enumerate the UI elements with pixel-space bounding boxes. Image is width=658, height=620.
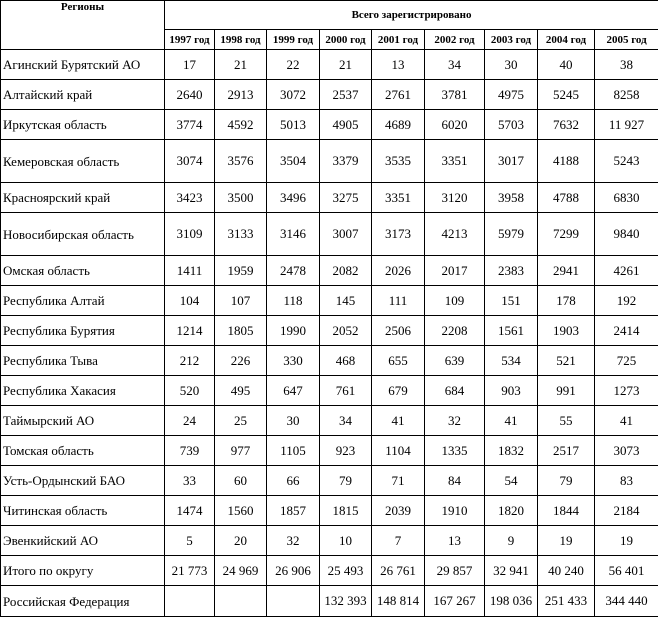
value-cell: 178 bbox=[538, 286, 595, 316]
value-cell: 5979 bbox=[485, 213, 538, 256]
table-row bbox=[1, 50, 658, 80]
value-cell: 3781 bbox=[425, 80, 485, 110]
value-cell: 30 bbox=[267, 406, 320, 436]
region-name-cell: Усть-Ордынский БАО bbox=[1, 466, 165, 496]
value-cell: 2082 bbox=[320, 256, 372, 286]
value-cell: 109 bbox=[425, 286, 485, 316]
region-name-cell: Республика Алтай bbox=[1, 286, 165, 316]
value-cell: 739 bbox=[165, 436, 215, 466]
value-cell: 903 bbox=[485, 376, 538, 406]
value-cell bbox=[215, 586, 267, 617]
table-row bbox=[1, 316, 658, 346]
value-cell: 1474 bbox=[165, 496, 215, 526]
value-cell: 3496 bbox=[267, 183, 320, 213]
value-cell: 3173 bbox=[372, 213, 425, 256]
value-cell: 41 bbox=[485, 406, 538, 436]
region-name-cell: Читинская область bbox=[1, 496, 165, 526]
year-header: 1997 год bbox=[165, 30, 215, 50]
region-name-cell: Агинский Бурятский АО bbox=[1, 50, 165, 80]
value-cell: 3958 bbox=[485, 183, 538, 213]
table-row bbox=[1, 406, 658, 436]
value-cell bbox=[165, 586, 215, 617]
value-cell: 3072 bbox=[267, 80, 320, 110]
value-cell: 38 bbox=[595, 50, 658, 80]
table-row bbox=[1, 256, 658, 286]
value-cell: 32 bbox=[267, 526, 320, 556]
value-cell: 10 bbox=[320, 526, 372, 556]
value-cell: 111 bbox=[372, 286, 425, 316]
value-cell: 34 bbox=[425, 50, 485, 80]
value-cell: 3074 bbox=[165, 140, 215, 183]
value-cell: 2184 bbox=[595, 496, 658, 526]
value-cell: 3017 bbox=[485, 140, 538, 183]
value-cell: 19 bbox=[595, 526, 658, 556]
value-cell: 330 bbox=[267, 346, 320, 376]
value-cell: 79 bbox=[320, 466, 372, 496]
table-row bbox=[1, 110, 658, 140]
year-header: 2001 год bbox=[372, 30, 425, 50]
value-cell: 32 941 bbox=[485, 556, 538, 586]
region-name-cell: Республика Бурятия bbox=[1, 316, 165, 346]
year-header: 2000 год bbox=[320, 30, 372, 50]
table-row bbox=[1, 586, 658, 617]
value-cell: 1214 bbox=[165, 316, 215, 346]
value-cell: 24 969 bbox=[215, 556, 267, 586]
value-cell: 7299 bbox=[538, 213, 595, 256]
value-cell: 639 bbox=[425, 346, 485, 376]
value-cell: 3576 bbox=[215, 140, 267, 183]
value-cell: 6020 bbox=[425, 110, 485, 140]
value-cell: 2383 bbox=[485, 256, 538, 286]
value-cell: 4592 bbox=[215, 110, 267, 140]
value-cell: 1844 bbox=[538, 496, 595, 526]
value-cell: 2506 bbox=[372, 316, 425, 346]
table-row bbox=[1, 466, 658, 496]
value-cell: 9 bbox=[485, 526, 538, 556]
value-cell: 3774 bbox=[165, 110, 215, 140]
value-cell: 3351 bbox=[372, 183, 425, 213]
value-cell: 655 bbox=[372, 346, 425, 376]
value-cell: 3500 bbox=[215, 183, 267, 213]
value-cell: 7 bbox=[372, 526, 425, 556]
value-cell: 4188 bbox=[538, 140, 595, 183]
value-cell: 520 bbox=[165, 376, 215, 406]
value-cell: 3535 bbox=[372, 140, 425, 183]
value-cell: 1805 bbox=[215, 316, 267, 346]
value-cell: 167 267 bbox=[425, 586, 485, 617]
value-cell: 4788 bbox=[538, 183, 595, 213]
value-cell: 761 bbox=[320, 376, 372, 406]
value-cell: 29 857 bbox=[425, 556, 485, 586]
value-cell: 41 bbox=[595, 406, 658, 436]
value-cell: 3351 bbox=[425, 140, 485, 183]
value-cell: 212 bbox=[165, 346, 215, 376]
value-cell: 1561 bbox=[485, 316, 538, 346]
value-cell: 21 bbox=[215, 50, 267, 80]
value-cell: 54 bbox=[485, 466, 538, 496]
value-cell: 2913 bbox=[215, 80, 267, 110]
region-name-cell: Кемеровская область bbox=[1, 140, 165, 183]
value-cell: 2414 bbox=[595, 316, 658, 346]
value-cell: 2026 bbox=[372, 256, 425, 286]
value-cell: 192 bbox=[595, 286, 658, 316]
value-cell: 9840 bbox=[595, 213, 658, 256]
value-cell: 26 761 bbox=[372, 556, 425, 586]
region-name-cell: Алтайский край bbox=[1, 80, 165, 110]
value-cell: 1820 bbox=[485, 496, 538, 526]
value-cell: 1411 bbox=[165, 256, 215, 286]
value-cell: 3423 bbox=[165, 183, 215, 213]
value-cell: 13 bbox=[372, 50, 425, 80]
value-cell: 4975 bbox=[485, 80, 538, 110]
region-name-cell: Новосибирская область bbox=[1, 213, 165, 256]
value-cell: 684 bbox=[425, 376, 485, 406]
table-row bbox=[1, 286, 658, 316]
value-cell: 251 433 bbox=[538, 586, 595, 617]
value-cell: 21 773 bbox=[165, 556, 215, 586]
total-registered-header: Всего зарегистрировано bbox=[165, 1, 658, 30]
region-name-cell: Эвенкийский АО bbox=[1, 526, 165, 556]
table-row bbox=[1, 526, 658, 556]
value-cell: 84 bbox=[425, 466, 485, 496]
value-cell: 21 bbox=[320, 50, 372, 80]
value-cell: 20 bbox=[215, 526, 267, 556]
region-name-cell: Омская область bbox=[1, 256, 165, 286]
regions-header: Регионы bbox=[1, 1, 165, 50]
value-cell: 11 927 bbox=[595, 110, 658, 140]
value-cell: 25 bbox=[215, 406, 267, 436]
value-cell: 41 bbox=[372, 406, 425, 436]
value-cell: 25 493 bbox=[320, 556, 372, 586]
value-cell: 118 bbox=[267, 286, 320, 316]
table-row bbox=[1, 80, 658, 110]
year-header: 2003 год bbox=[485, 30, 538, 50]
table-row bbox=[1, 183, 658, 213]
value-cell: 3379 bbox=[320, 140, 372, 183]
value-cell: 226 bbox=[215, 346, 267, 376]
region-name-cell: Республика Тыва bbox=[1, 346, 165, 376]
value-cell: 725 bbox=[595, 346, 658, 376]
year-header: 2004 год bbox=[538, 30, 595, 50]
value-cell: 56 401 bbox=[595, 556, 658, 586]
value-cell: 79 bbox=[538, 466, 595, 496]
value-cell: 5703 bbox=[485, 110, 538, 140]
value-cell: 3504 bbox=[267, 140, 320, 183]
region-name-cell: Итого по округу bbox=[1, 556, 165, 586]
value-cell: 5243 bbox=[595, 140, 658, 183]
value-cell: 13 bbox=[425, 526, 485, 556]
value-cell: 1273 bbox=[595, 376, 658, 406]
value-cell: 2537 bbox=[320, 80, 372, 110]
value-cell: 6830 bbox=[595, 183, 658, 213]
value-cell: 495 bbox=[215, 376, 267, 406]
value-cell: 55 bbox=[538, 406, 595, 436]
value-cell: 344 440 bbox=[595, 586, 658, 617]
value-cell: 4689 bbox=[372, 110, 425, 140]
region-name-cell: Таймырский АО bbox=[1, 406, 165, 436]
value-cell: 991 bbox=[538, 376, 595, 406]
table-row bbox=[1, 556, 658, 586]
value-cell: 4905 bbox=[320, 110, 372, 140]
value-cell: 104 bbox=[165, 286, 215, 316]
value-cell: 24 bbox=[165, 406, 215, 436]
value-cell: 1560 bbox=[215, 496, 267, 526]
value-cell: 2208 bbox=[425, 316, 485, 346]
value-cell: 33 bbox=[165, 466, 215, 496]
value-cell: 132 393 bbox=[320, 586, 372, 617]
value-cell: 647 bbox=[267, 376, 320, 406]
value-cell: 5245 bbox=[538, 80, 595, 110]
value-cell: 66 bbox=[267, 466, 320, 496]
region-name-cell: Красноярский край bbox=[1, 183, 165, 213]
region-name-cell: Томская область bbox=[1, 436, 165, 466]
value-cell: 4213 bbox=[425, 213, 485, 256]
region-name-cell: Иркутская область bbox=[1, 110, 165, 140]
value-cell: 145 bbox=[320, 286, 372, 316]
value-cell: 107 bbox=[215, 286, 267, 316]
value-cell: 22 bbox=[267, 50, 320, 80]
value-cell: 2039 bbox=[372, 496, 425, 526]
table-row bbox=[1, 213, 658, 256]
year-header: 1998 год bbox=[215, 30, 267, 50]
value-cell: 4261 bbox=[595, 256, 658, 286]
value-cell: 679 bbox=[372, 376, 425, 406]
value-cell: 1990 bbox=[267, 316, 320, 346]
value-cell: 2761 bbox=[372, 80, 425, 110]
year-header: 2005 год bbox=[595, 30, 658, 50]
value-cell: 3073 bbox=[595, 436, 658, 466]
value-cell: 3133 bbox=[215, 213, 267, 256]
value-cell: 60 bbox=[215, 466, 267, 496]
value-cell: 2517 bbox=[538, 436, 595, 466]
value-cell: 3275 bbox=[320, 183, 372, 213]
value-cell: 3109 bbox=[165, 213, 215, 256]
table-row bbox=[1, 346, 658, 376]
value-cell: 2052 bbox=[320, 316, 372, 346]
value-cell: 3120 bbox=[425, 183, 485, 213]
value-cell: 923 bbox=[320, 436, 372, 466]
value-cell: 1335 bbox=[425, 436, 485, 466]
value-cell: 40 240 bbox=[538, 556, 595, 586]
value-cell: 83 bbox=[595, 466, 658, 496]
value-cell: 2941 bbox=[538, 256, 595, 286]
value-cell: 1959 bbox=[215, 256, 267, 286]
table-row bbox=[1, 496, 658, 526]
value-cell: 977 bbox=[215, 436, 267, 466]
value-cell: 40 bbox=[538, 50, 595, 80]
value-cell: 1832 bbox=[485, 436, 538, 466]
region-name-cell: Республика Хакасия bbox=[1, 376, 165, 406]
value-cell: 1105 bbox=[267, 436, 320, 466]
value-cell: 3007 bbox=[320, 213, 372, 256]
value-cell: 521 bbox=[538, 346, 595, 376]
value-cell: 148 814 bbox=[372, 586, 425, 617]
table-row bbox=[1, 140, 658, 183]
value-cell: 1910 bbox=[425, 496, 485, 526]
table-row bbox=[1, 376, 658, 406]
value-cell: 151 bbox=[485, 286, 538, 316]
value-cell: 534 bbox=[485, 346, 538, 376]
value-cell: 30 bbox=[485, 50, 538, 80]
value-cell: 26 906 bbox=[267, 556, 320, 586]
value-cell: 8258 bbox=[595, 80, 658, 110]
value-cell: 1104 bbox=[372, 436, 425, 466]
year-header: 1999 год bbox=[267, 30, 320, 50]
table-row bbox=[1, 436, 658, 466]
value-cell: 7632 bbox=[538, 110, 595, 140]
value-cell: 5013 bbox=[267, 110, 320, 140]
value-cell bbox=[267, 586, 320, 617]
value-cell: 5 bbox=[165, 526, 215, 556]
value-cell: 2478 bbox=[267, 256, 320, 286]
value-cell: 2640 bbox=[165, 80, 215, 110]
value-cell: 34 bbox=[320, 406, 372, 436]
value-cell: 1857 bbox=[267, 496, 320, 526]
value-cell: 17 bbox=[165, 50, 215, 80]
value-cell: 3146 bbox=[267, 213, 320, 256]
value-cell: 1815 bbox=[320, 496, 372, 526]
value-cell: 1903 bbox=[538, 316, 595, 346]
value-cell: 19 bbox=[538, 526, 595, 556]
value-cell: 198 036 bbox=[485, 586, 538, 617]
value-cell: 468 bbox=[320, 346, 372, 376]
region-name-cell: Российская Федерация bbox=[1, 586, 165, 617]
value-cell: 2017 bbox=[425, 256, 485, 286]
year-header: 2002 год bbox=[425, 30, 485, 50]
value-cell: 32 bbox=[425, 406, 485, 436]
value-cell: 71 bbox=[372, 466, 425, 496]
